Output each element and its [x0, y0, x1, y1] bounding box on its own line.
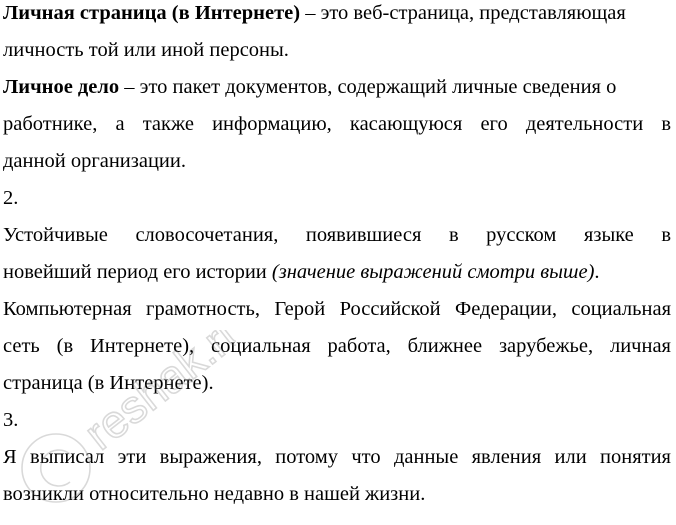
section-3-number: 3. [3, 409, 19, 431]
section-2-line-2 [3, 259, 671, 285]
section-2-italic-note: (значение выражений смотри выше) [271, 261, 595, 283]
section-2-line-2-period: . [594, 261, 600, 283]
term-personal-page: Личная страница (в Интернете) [3, 2, 301, 24]
p2-line-3: данной организации. [3, 150, 186, 172]
watermark-text: reshak.ru [74, 330, 236, 460]
p2-line-1 [3, 74, 671, 100]
p2-definition-start: – это пакет документов, содержащий личные сведения о [119, 76, 617, 98]
p2-line-2: работнике, а также информацию, касающуюся его деятельности в [3, 113, 671, 135]
section-2-line-2-text: новейший период его истории [3, 261, 272, 283]
section-2-line-1: Устойчивые словосочетания, появившиеся в русском языке в [3, 224, 671, 246]
p1-definition-start: – это веб-страница, представляющая [300, 2, 626, 24]
section-3-line-2: возникли относительно недавно в нашей жизни. [3, 483, 426, 505]
section-2-line-5: страница (в Интернете). [3, 372, 214, 394]
p1-line-1 [3, 0, 671, 26]
section-2-number: 2. [3, 187, 19, 209]
section-2-line-3: Компьютерная грамотность, Герой Российской Федерации, социальная [3, 298, 671, 320]
p1-line-2: личность той или иной персоны. [3, 39, 289, 61]
term-personal-file: Личное дело [3, 76, 120, 98]
section-2-line-4: сеть (в Интернете), социальная работа, ближнее зарубежье, личная [3, 335, 671, 357]
section-3-line-1: Я выписал эти выражения, потому что данные явления или понятия [3, 446, 671, 468]
